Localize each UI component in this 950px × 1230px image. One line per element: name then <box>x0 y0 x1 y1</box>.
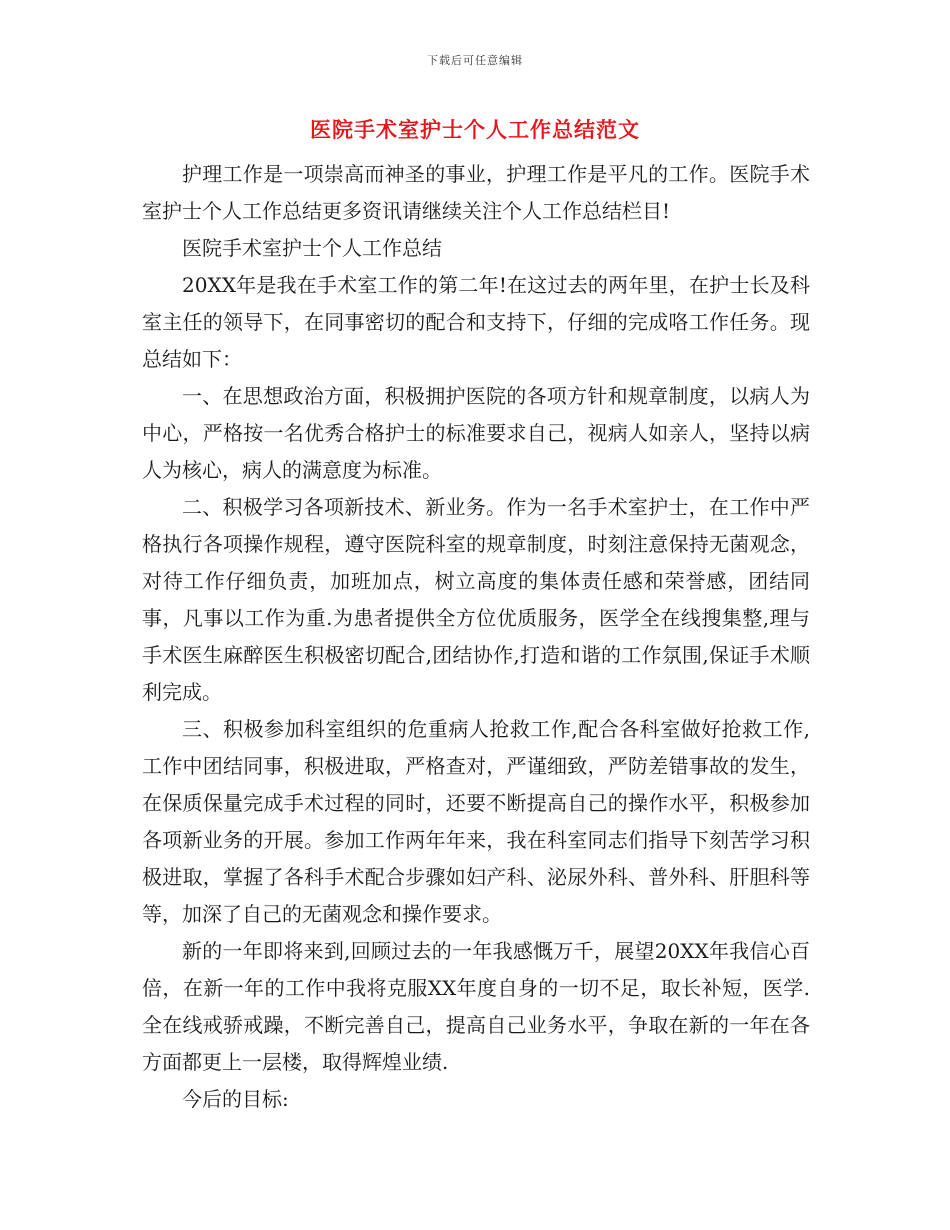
overview-paragraph: 20XX年是我在手术室工作的第二年!在这过去的两年里，在护士长及科室主任的领导下，在同事密切的配合和支持下，仔细的完成咯工作任务。现总结如下： <box>142 273 810 371</box>
subtitle-paragraph: 医院手术室护士个人工作总结 <box>182 236 442 260</box>
outlook-paragraph: 新的一年即将来到,回顾过去的一年我感慨万千，展望20XX年我信心百倍，在新一年的工作中我将克服XX年度自身的一切不足，取长补短，医学.全在线戒骄戒躁，不断完善自己，提高自己业务水平，争取在新的一年在各方面都更上一层楼，取得辉煌业绩. <box>142 939 810 1074</box>
document-body <box>142 156 810 1118</box>
section-three-paragraph: 三、积极参加科室组织的危重病人抢救工作,配合各科室做好抢救工作,工作中团结同事，积极进取，严格查对，严谨细致，严防差错事故的发生，在保质保量完成手术过程的同时，还要不断提高自己的操作水平，积极参加各项新业务的开展。参加工作两年年来，我在科室同志们指导下刻苦学习积极进取，掌握了各科手术配合步骤如妇产科、泌尿外科、普外科、肝胆科等等，加深了自己的无菌观念和操作要求。 <box>142 717 810 926</box>
goals-heading-paragraph: 今后的目标: <box>182 1087 289 1111</box>
document-title: 医院手术室护士个人工作总结范文 <box>310 117 640 142</box>
section-two-paragraph: 二、积极学习各项新技术、新业务。作为一名手术室护士，在工作中严格执行各项操作规程，遵守医院科室的规章制度，时刻注意保持无菌观念，对待工作仔细负责，加班加点，树立高度的集体责任感和荣誉感，团结同事，凡事以工作为重.为患者提供全方位优质服务，医学全在线搜集整,理与手术医生麻醉医生积极密切配合,团结协作,打造和谐的工作氛围,保证手术顺利完成。 <box>142 495 810 704</box>
download-note: 下载后可任意编辑 <box>427 54 523 67</box>
intro-paragraph: 护理工作是一项崇高而神圣的事业，护理工作是平凡的工作。医院手术室护士个人工作总结更多资讯请继续关注个人工作总结栏目! <box>142 162 810 223</box>
section-one-paragraph: 一、在思想政治方面，积极拥护医院的各项方针和规章制度，以病人为中心，严格按一名优秀合格护士的标准要求自己，视病人如亲人，坚持以病人为核心，病人的满意度为标准。 <box>142 384 810 482</box>
